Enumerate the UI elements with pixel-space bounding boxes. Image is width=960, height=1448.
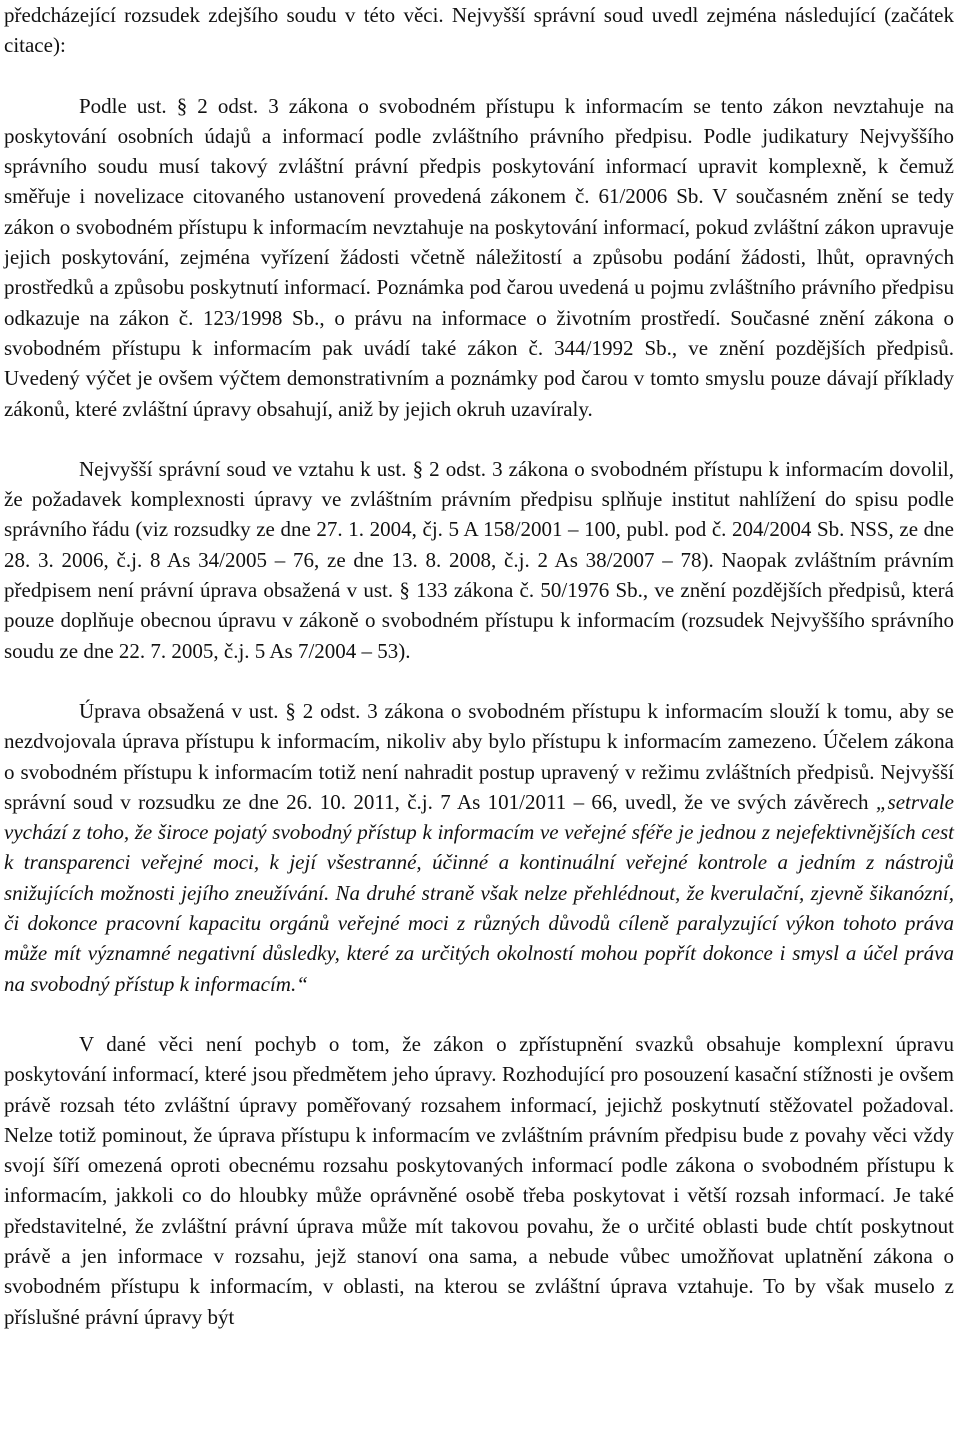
paragraph-case-law-text: Nejvyšší správní soud ve vztahu k ust. § 2 odst. 3 zákona o svobodném přístupu k informacím dovolil, že požadavek komplexnosti úpravy ve zvláštním právním předpisu splňuje institut nahlížení do spisu podle správního řádu (viz rozsudky ze dne 27. 1. 2004, čj. 5 A 158/2001 – 100, publ. pod č. 204/2004 Sb. NSS, ze dne 28. 3. 2006, č.j. 8 As 34/2005 – 76, ze dne 13. 8. 2008, č.j. 2 As 38/2007 – 78). Naopak zvláštním právním předpisem není právní úprava obsažená v ust. § 133 zákona č. 50/1976 Sb., ve znění pozdějších předpisů, která pouze doplňuje obecnou úpravu v zákoně o svobodném přístupu k informacím (rozsudek Nejvyššího správního soudu ze dne 22. 7. 2005, č.j. 5 As 7/2004 – 53).	[4, 456, 960, 663]
paragraph-assessment-text: V dané věci není pochyb o tom, že zákon o zpřístupnění svazků obsahuje komplexní úpravu poskytování informací, které jsou předmětem jeho úpravy. Rozhodující pro posouzení kasační stížnosti je ovšem právě rozsah této zvláštní úpravy poměřovaný rozsahem informací, jejichž poskytnutí stěžovatel požadoval. Nelze totiž pominout, že úprava přístupu k informacím ve zvláštním právním předpisu bude z povahy věci vždy svojí šíří omezená oproti obecnému rozsahu poskytovaných informací podle zákona o svobodném přístupu k informacím, jakkoli co do hloubky může oprávněné osobě třeba poskytovat i větší rozsah informací. Je také představitelné, že zvláštní právní úprava může mít takovou povahu, že o určité oblasti bude chtít poskytnout právě a jen informace v rozsahu, jejž stanoví ona sama, a nebude vůbec umožňovat uplatnění zákona o svobodném přístupu k informacím, v oblasti, na kterou se zvláštní úprava vztahuje. To by však muselo z příslušné právní úpravy být	[4, 1031, 960, 1329]
paragraph-case-law	[4, 454, 960, 666]
paragraph-purpose-text: Úprava obsažená v ust. § 2 odst. 3 zákona o svobodném přístupu k informacím slouží k tomu, aby se nezdvojovala úprava přístupu k informacím, nikoliv aby bylo přístupu k informacím zamezeno. Účelem zákona o svobodném přístupu k informacím totiž není nahradit postup upravený v režimu zvláštních předpisů. Nejvyšší správní soud v rozsudku ze dne 26. 10. 2011, č.j. 7 As 101/2011 – 66, uvedl, že ve svých závěrech	[4, 698, 960, 814]
paragraph-intro	[4, 0, 960, 61]
document-page	[4, 0, 960, 1332]
paragraph-purpose-quote: „setrvale vychází z toho, že široce pojatý svobodný přístup k informacím ve veřejné sféře je jednou z nejefektivnějších cest k transparenci veřejné moci, k její všestranné, účinné a kontinuální veřejné kontrole a jedním z nástrojů snižujících možnosti jejího zneužívání. Na druhé straně však nelze přehlédnout, že kverulační, zjevně šikanózní, či dokonce pracovní kapacitu orgánů veřejné moci z různých důvodů cíleně paralyzující výkon tohoto práva může mít významné negativní důsledky, které za určitých okolností mohou popřít dokonce i smysl a účel práva na svobodný přístup k informacím.“	[4, 789, 960, 996]
paragraph-purpose	[4, 696, 960, 999]
paragraph-citation-scope-text: Podle ust. § 2 odst. 3 zákona o svobodném přístupu k informacím se tento zákon nevztahuje na poskytování osobních údajů a informací podle zvláštního právního předpisu. Podle judikatury Nejvyššího správního soudu musí takový zvláštní právní předpis poskytování informací upravit komplexně, k čemuž směřuje i novelizace citovaného ustanovení provedená zákonem č. 61/2006 Sb. V současném znění se tedy zákon o svobodném přístupu k informacím nevztahuje na poskytování informací, pokud zvláštní zákon upravuje jejich poskytování, zejména vyřízení žádosti včetně náležitostí a způsobu podání žádosti, lhůt, opravných prostředků a způsobu poskytnutí informací. Poznámka pod čarou uvedená u pojmu zvláštního právního předpisu odkazuje na zákon č. 123/1998 Sb., o právu na informace o životním prostředí. Současné znění zákona o svobodném přístupu k informacím pak uvádí také zákon č. 344/1992 Sb., ve znění pozdějších předpisů. Uvedený výčet je ovšem výčtem demonstrativním a poznámky pod čarou v tomto smyslu pouze dávají příklady zákonů, které zvláštní úpravy obsahují, aniž by jejich okruh uzavíraly.	[4, 93, 960, 421]
paragraph-assessment	[4, 1029, 960, 1332]
paragraph-intro-text: předcházející rozsudek zdejšího soudu v této věci. Nejvyšší správní soud uvedl zejména následující (začátek citace):	[4, 3, 960, 58]
paragraph-citation-scope	[4, 91, 960, 424]
